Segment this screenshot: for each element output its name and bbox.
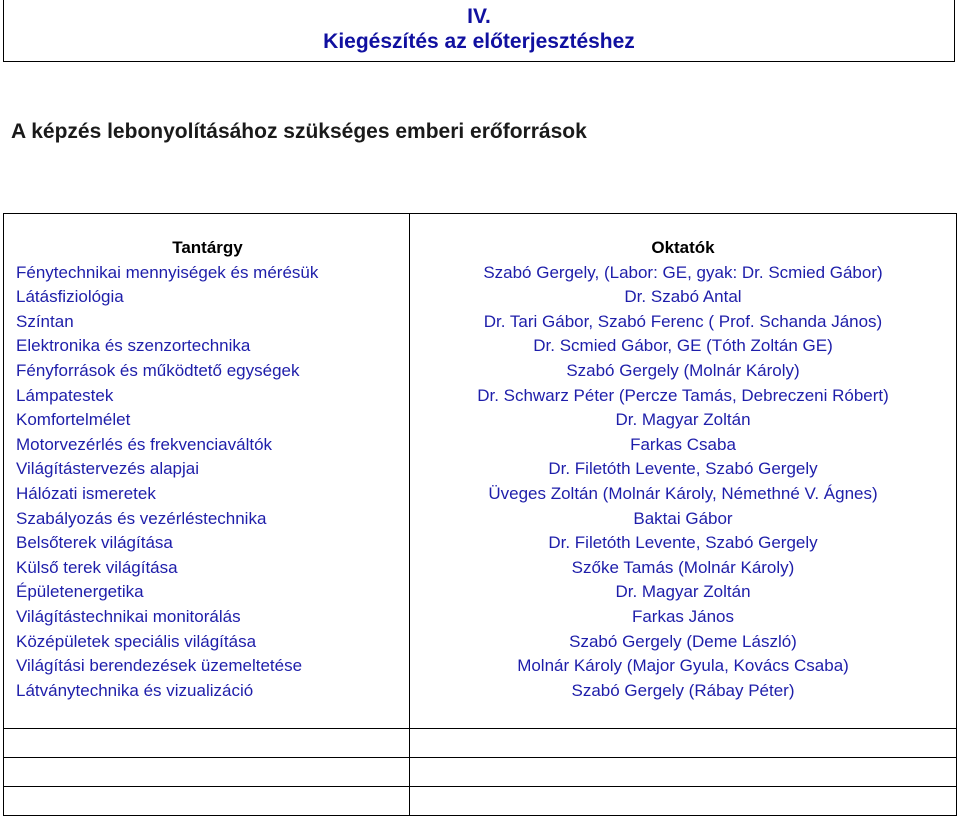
teacher-item: Szőke Tamás (Molnár Károly) xyxy=(571,557,795,577)
teacher-item: Dr. Schwarz Péter (Percze Tamás, Debreczeni Róbert) xyxy=(477,385,889,405)
empty-cell xyxy=(410,729,957,758)
subject-item: Látványtechnika és vizualizáció xyxy=(16,680,254,700)
teacher-item: Dr. Scmied Gábor, GE (Tóth Zoltán GE) xyxy=(533,336,833,356)
subject-item: Belsőterek világítása xyxy=(16,533,173,553)
subject-item: Hálózati ismeretek xyxy=(16,483,156,503)
teacher-item: Farkas Csaba xyxy=(630,434,736,454)
teacher-item: Dr. Tari Gábor, Szabó Ferenc ( Prof. Schanda János) xyxy=(483,311,883,331)
teacher-item: Dr. Magyar Zoltán xyxy=(615,582,751,602)
subject-item: Világítástervezés alapjai xyxy=(16,459,200,479)
teacher-item: Üveges Zoltán (Molnár Károly, Némethné V. Ágnes) xyxy=(488,483,878,503)
subject-item: Elektronika és szenzortechnika xyxy=(16,336,251,356)
subject-item: Fényforrások és működtető egységek xyxy=(16,360,300,380)
subject-item: Színtan xyxy=(16,311,74,331)
teachers-column-header: Oktatók xyxy=(651,238,715,257)
subject-item: Középületek speciális világítása xyxy=(16,631,257,651)
subject-item: Szabályozás és vezérléstechnika xyxy=(16,508,267,528)
empty-row xyxy=(4,729,957,758)
teacher-item: Szabó Gergely (Molnár Károly) xyxy=(566,360,800,380)
empty-row xyxy=(4,787,957,816)
subject-item: Épületenergetika xyxy=(16,582,144,602)
table-main-row xyxy=(4,214,957,729)
title-box xyxy=(3,0,955,62)
subject-item: Látásfiziológia xyxy=(16,287,124,307)
teacher-item: Farkas János xyxy=(631,606,735,626)
empty-cell xyxy=(4,787,410,816)
empty-row xyxy=(4,758,957,787)
empty-cell xyxy=(4,729,410,758)
teachers-cell xyxy=(410,214,957,729)
teacher-item: Molnár Károly (Major Gyula, Kovács Csaba) xyxy=(517,656,849,676)
subject-item: Világítástechnikai monitorálás xyxy=(16,606,241,626)
subject-item: Motorvezérlés és frekvenciaváltók xyxy=(16,434,273,454)
subject-item: Külső terek világítása xyxy=(16,557,178,577)
empty-cell xyxy=(410,758,957,787)
subjects-list xyxy=(16,261,409,704)
teacher-item: Dr. Magyar Zoltán xyxy=(615,410,751,430)
teacher-item: Szabó Gergely (Rábay Péter) xyxy=(571,680,795,700)
chapter-number: IV. xyxy=(467,5,491,28)
chapter-subtitle: Kiegészítés az előterjesztéshez xyxy=(323,30,635,53)
teacher-item: Szabó Gergely, (Labor: GE, gyak: Dr. Scmied Gábor) xyxy=(483,262,883,282)
subjects-column-header: Tantárgy xyxy=(172,238,243,257)
teacher-item: Dr. Filetóth Levente, Szabó Gergely xyxy=(548,459,818,479)
teacher-item: Baktai Gábor xyxy=(633,508,733,528)
teacher-item: Dr. Filetóth Levente, Szabó Gergely xyxy=(548,533,818,553)
empty-cell xyxy=(410,787,957,816)
subject-item: Fénytechnikai mennyiségek és mérésük xyxy=(16,262,319,282)
subject-item: Világítási berendezések üzemeltetése xyxy=(16,656,303,676)
resources-table xyxy=(3,213,957,816)
empty-cell xyxy=(4,758,410,787)
subject-item: Lámpatestek xyxy=(16,385,114,405)
teacher-item: Dr. Szabó Antal xyxy=(624,287,742,307)
subject-item: Komfortelmélet xyxy=(16,410,131,430)
teacher-item: Szabó Gergely (Deme László) xyxy=(569,631,797,651)
teachers-list xyxy=(410,261,956,704)
section-heading: A képzés lebonyolításához szükséges emberi erőforrások xyxy=(11,120,587,143)
subjects-cell xyxy=(4,214,410,729)
